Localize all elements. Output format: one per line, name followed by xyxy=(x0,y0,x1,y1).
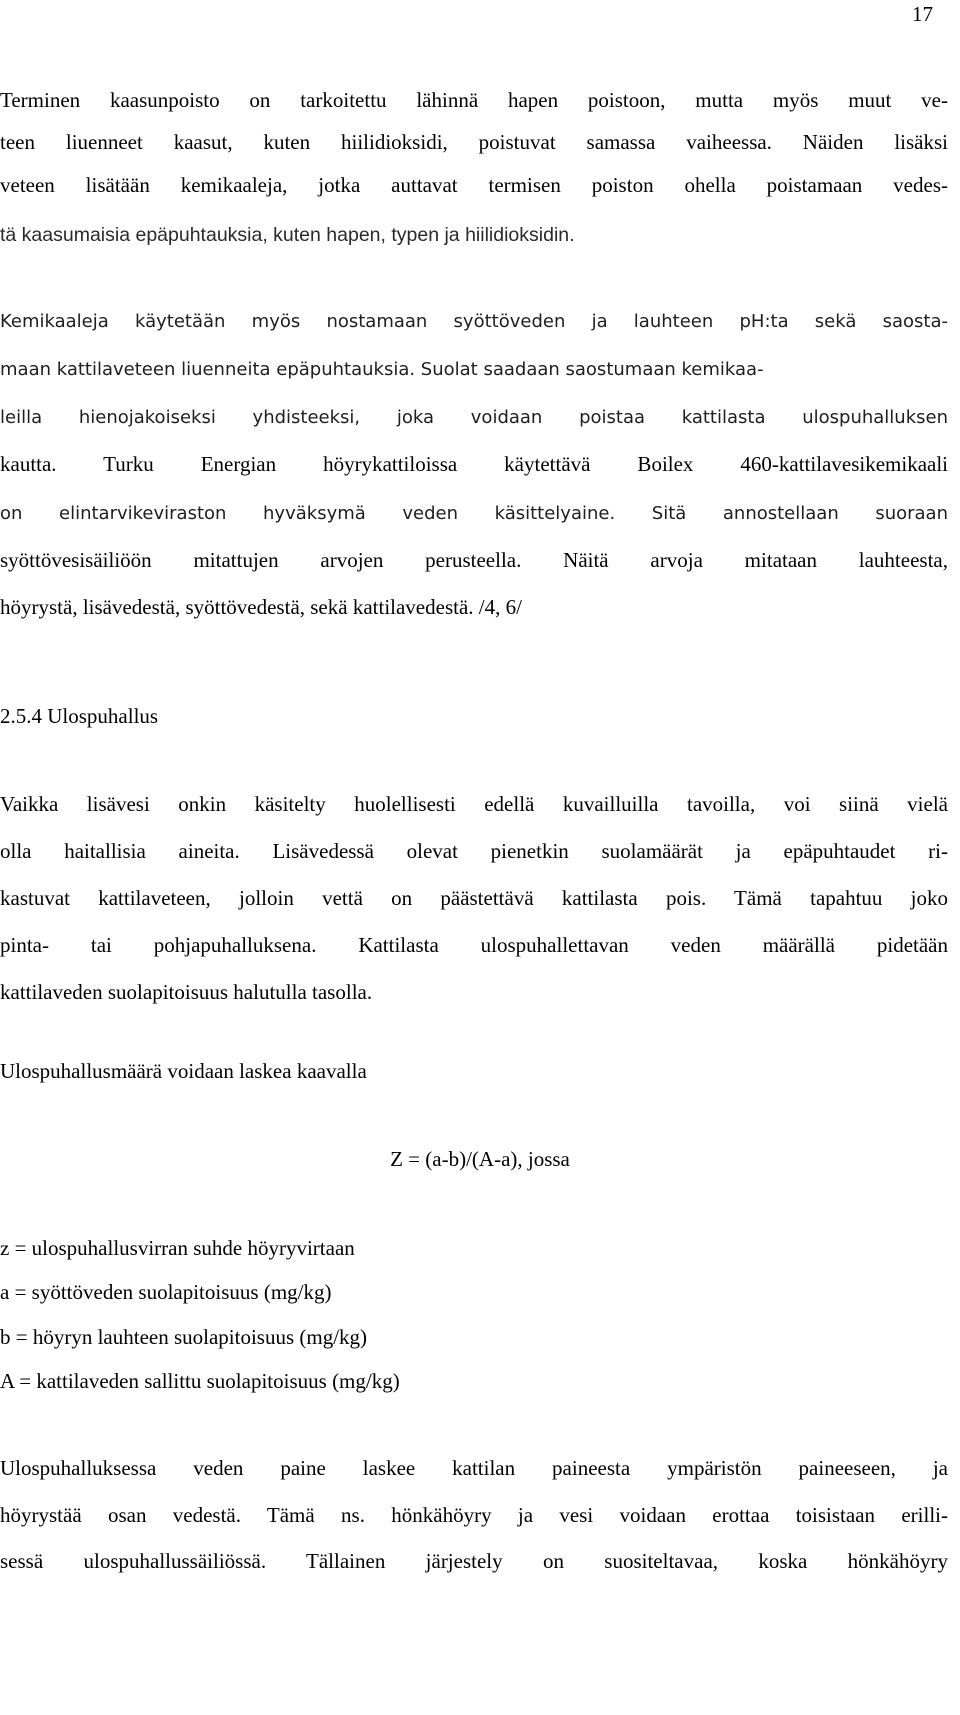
para3-line: kattilaveden suolapitoisuus halutulla tasolla. xyxy=(0,980,373,1004)
para2-line: kautta. Turku Energian höyrykattiloissa käytettävä Boilex 460-kattilavesikemikaali xyxy=(0,452,948,476)
definition-item: a = syöttöveden suolapitoisuus (mg/kg) xyxy=(0,1280,332,1304)
definition-item: A = kattilaveden sallittu suolapitoisuus (mg/kg) xyxy=(0,1369,400,1393)
para3-line: olla haitallisia aineita. Lisävedessä olevat pienetkin suolamäärät ja epäpuhtaudet ri- xyxy=(0,839,948,863)
para5-line: höyrystää osan vedestä. Tämä ns. hönkähöyry ja vesi voidaan erottaa toisistaan erilli- xyxy=(0,1503,948,1527)
page-number: 17 xyxy=(912,2,933,26)
para2-line: on elintarvikeviraston hyväksymä veden käsittelyaine. Sitä annostellaan suoraan xyxy=(0,503,948,524)
formula-intro: Ulospuhallusmäärä voidaan laskea kaavalla xyxy=(0,1059,367,1083)
para3-line: kastuvat kattilaveteen, jolloin vettä on päästettävä kattilasta pois. Tämä tapahtuu joko xyxy=(0,886,948,910)
section-heading: 2.5.4 Ulospuhallus xyxy=(0,704,159,728)
para1-line: teen liuenneet kaasut, kuten hiilidioksidi, poistuvat samassa vaiheessa. Näiden lisäksi xyxy=(0,130,948,154)
para1-line: tä kaasumaisia epäpuhtauksia, kuten hapen, typen ja hiilidioksidin. xyxy=(0,224,575,246)
para2-line: höyrystä, lisävedestä, syöttövedestä, sekä kattilavedestä. /4, 6/ xyxy=(0,595,522,619)
para2-line: maan kattilaveteen liuenneita epäpuhtauksia. Suolat saadaan saostumaan kemikaa- xyxy=(0,359,764,380)
definition-item: z = ulospuhallusvirran suhde höyryvirtaan xyxy=(0,1236,355,1260)
para2-line: syöttövesisäiliöön mitattujen arvojen perusteella. Näitä arvoja mitataan lauhteesta, xyxy=(0,548,948,572)
para1-line: Terminen kaasunpoisto on tarkoitettu lähinnä hapen poistoon, mutta myös muut ve- xyxy=(0,88,948,112)
para3-line: Vaikka lisävesi onkin käsitelty huolellisesti edellä kuvailluilla tavoilla, voi siinä vielä xyxy=(0,792,948,816)
para2-line: leilla hienojakoiseksi yhdisteeksi, joka voidaan poistaa kattilasta ulospuhalluksen xyxy=(0,407,948,428)
para5-line: Ulospuhalluksessa veden paine laskee kattilan paineesta ympäristön paineeseen, ja xyxy=(0,1456,948,1480)
para3-line: pinta- tai pohjapuhalluksena. Kattilasta ulospuhallettavan veden määrällä pidetään xyxy=(0,933,948,957)
para5-line: sessä ulospuhallussäiliössä. Tällainen järjestely on suositeltavaa, koska hönkähöyry xyxy=(0,1549,948,1573)
definition-item: b = höyryn lauhteen suolapitoisuus (mg/kg) xyxy=(0,1325,368,1349)
para1-line: veteen lisätään kemikaaleja, jotka auttavat termisen poiston ohella poistamaan vedes- xyxy=(0,173,948,197)
para2-line: Kemikaaleja käytetään myös nostamaan syöttöveden ja lauhteen pH:ta sekä saosta- xyxy=(0,311,948,332)
formula: Z = (a-b)/(A-a), jossa xyxy=(390,1147,570,1171)
